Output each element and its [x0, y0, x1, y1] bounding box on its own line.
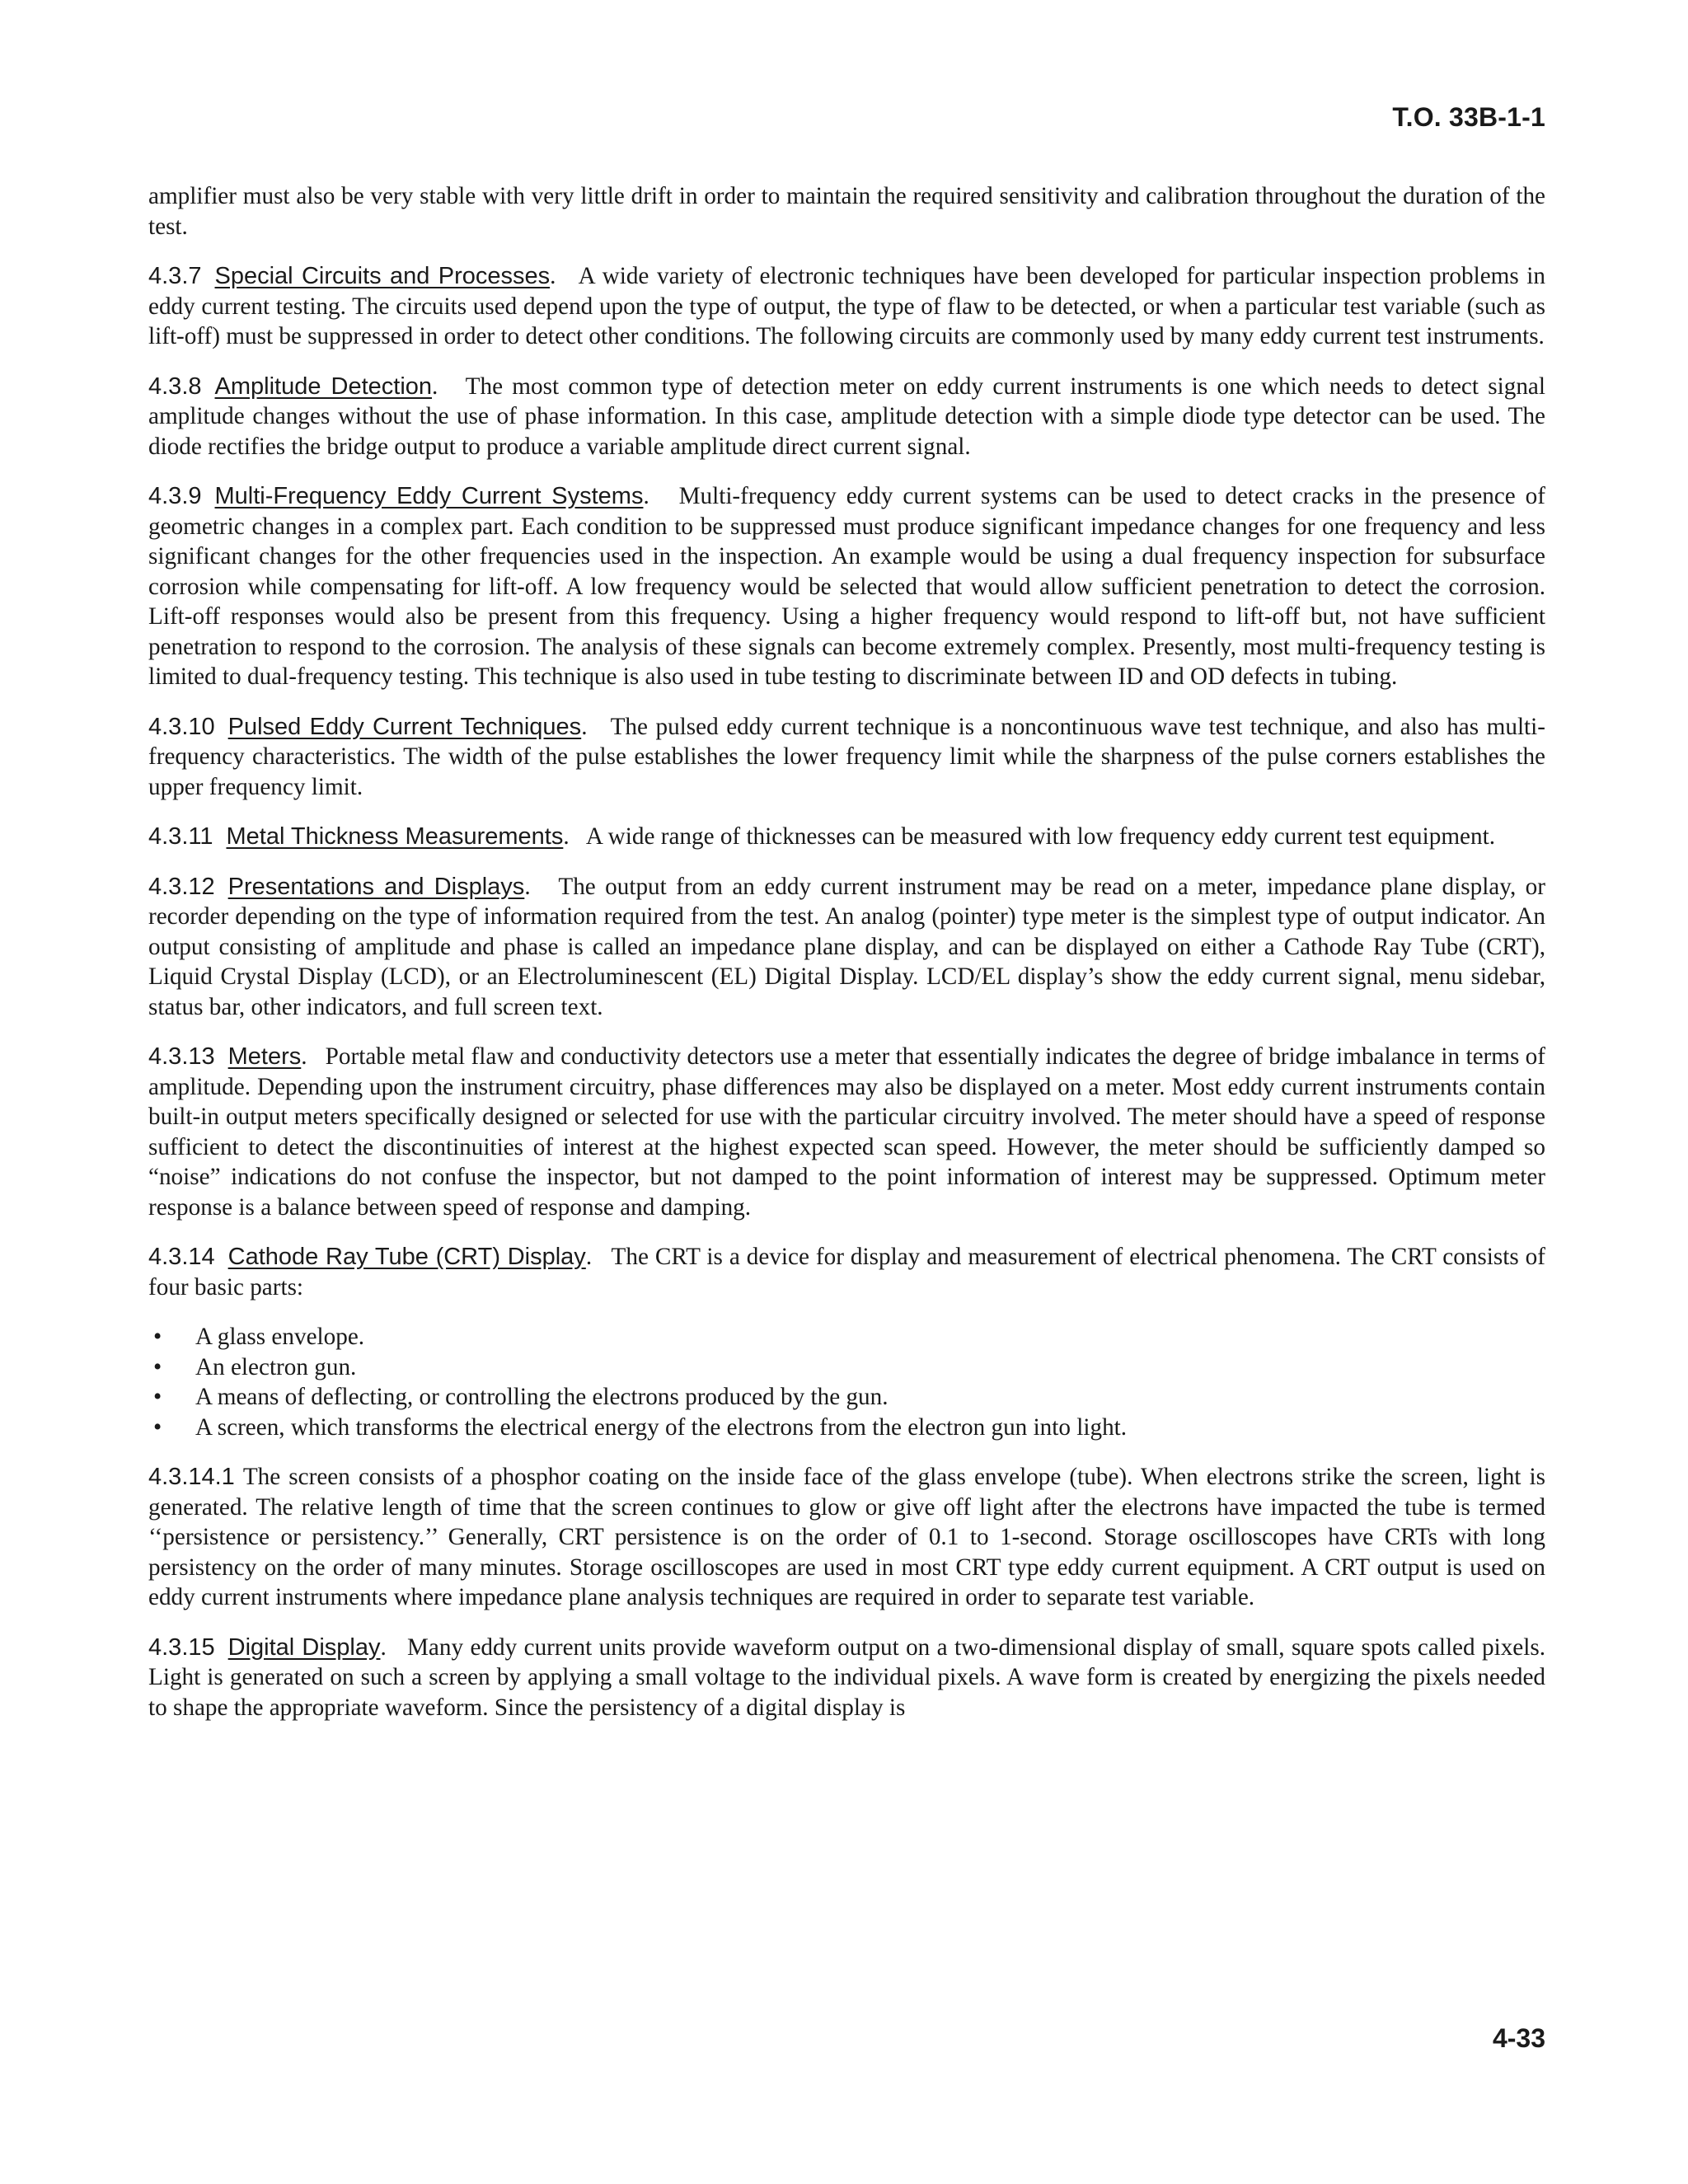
- section-text: Portable metal flaw and conductivity detectors use a meter that essentially indicates the degree of bridge imbalance in terms of amplitude. Depending upon the instrument circuitry, phase differences may also be displayed on a meter. Most eddy current instruments contain built-in output meters specifically designed or selected for use with the particular circuitry involved. The meter should have a speed of response sufficient to detect the discontinuities of interest at the highest expected scan speed. However, the meter should be sufficiently damped so “noise” indications do not confuse the inspector, but not damped to the point information of interest may be suppressed. Optimum meter response is a balance between speed of response and damping.: [148, 1043, 1545, 1221]
- section-4-3-8: [148, 372, 1545, 462]
- list-item: [148, 1382, 1545, 1413]
- section-text: Multi-frequency eddy current systems can be used to detect cracks in the presence of geometric changes in a complex part. Each condition to be suppressed must produce significant impedance changes for one frequency and less significant changes for the other frequencies used in the inspection. An example would be using a dual frequency inspection for subsurface corrosion while compensating for lift-off. A low frequency would be selected that would allow sufficient penetration to detect the corrosion. Lift-off responses would also be present from this frequency. Using a higher frequency would respond to lift-off but, not have sufficient penetration to respond to the corrosion. The analysis of these signals can become extremely complex. Presently, most multi-frequency testing is limited to dual-frequency testing. This technique is also used in tube testing to discriminate between ID and OD defects in tubing.: [148, 483, 1545, 690]
- title-period: .: [581, 713, 588, 740]
- section-4-3-9: [148, 481, 1545, 692]
- section-text: The output from an eddy current instrument may be read on a meter, impedance plane display, or recorder depending on the type of information required from the test. An analog (pointer) type meter is the simplest type of output indicator. An output consisting of amplitude and phase is called an impedance plane display, and can be displayed on either a Cathode Ray Tube (CRT), Liquid Crystal Display (LCD), or an Electroluminescent (EL) Digital Display. LCD/EL display’s show the eddy current signal, menu sidebar, status bar, other indicators, and full screen text.: [148, 873, 1545, 1020]
- section-text: The pulsed eddy current technique is a noncontinuous wave test technique, and also has multi-frequency characteristics. The width of the pulse establishes the lower frequency limit while the sharpness of the pulse corners establishes the upper frequency limit.: [148, 713, 1545, 800]
- section-text: The screen consists of a phosphor coating on the inside face of the glass envelope (tube). When electrons strike the screen, light is generated. The relative length of time that the screen continues to glow or give off light after the electrons have impacted the tube is termed ‘‘persistence or persistency.’’ Generally, CRT persistence is on the order of 0.1 to 1-second. Storage oscilloscopes have CRTs with long persistency on the order of many minutes. Storage oscilloscopes are used in most CRT type eddy current equipment. A CRT output is used on eddy current instruments where impedance plane analysis techniques are required in order to separate test variable.: [148, 1464, 1545, 1610]
- section-number: 4.3.12: [148, 873, 215, 900]
- section-number: 4.3.9: [148, 483, 202, 509]
- section-4-3-11: [148, 822, 1545, 852]
- page-body: [148, 181, 1545, 1742]
- list-item: [148, 1352, 1545, 1383]
- section-number: 4.3.11: [148, 823, 213, 850]
- section-title: Digital Display: [227, 1633, 381, 1661]
- section-text: A wide range of thicknesses can be measured with low frequency eddy current test equipment.: [585, 823, 1496, 850]
- list-item-text: An electron gun.: [195, 1353, 357, 1380]
- section-number: 4.3.14: [148, 1244, 215, 1270]
- section-title: Amplitude Detection: [214, 373, 433, 400]
- section-title: Special Circuits and Processes: [214, 263, 551, 289]
- section-4-3-15: [148, 1633, 1545, 1723]
- list-item-text: A glass envelope.: [195, 1324, 365, 1350]
- list-item: [148, 1322, 1545, 1352]
- title-period: .: [563, 823, 570, 850]
- list-item-text: A screen, which transforms the electrical energy of the electrons from the electron gun into light.: [195, 1413, 1128, 1441]
- section-title: Pulsed Eddy Current Techniques: [227, 713, 582, 740]
- document-id-header: T.O. 33B-1-1: [1392, 102, 1545, 132]
- section-4-3-14: [148, 1242, 1545, 1302]
- title-period: .: [432, 373, 438, 400]
- section-title: Presentations and Displays: [227, 873, 525, 900]
- section-number: 4.3.13: [148, 1043, 215, 1070]
- section-4-3-14-1: [148, 1462, 1545, 1613]
- bullet-icon: •: [153, 1384, 162, 1410]
- title-period: .: [380, 1633, 387, 1661]
- section-title: Multi-Frequency Eddy Current Systems: [214, 483, 644, 509]
- section-title: Meters: [227, 1043, 302, 1070]
- crt-parts-list: [148, 1322, 1545, 1442]
- section-text: Many eddy current units provide waveform output on a two-dimensional display of small, square spots called pixels. Light is generated on such a screen by applying a small voltage to the individual pixels. A wave form is created by energizing the pixels needed to shape the appropriate waveform. Since the persistency of a digital display is: [148, 1633, 1546, 1721]
- title-period: .: [301, 1043, 307, 1070]
- title-period: .: [585, 1244, 593, 1270]
- bullet-icon: •: [153, 1353, 162, 1380]
- section-number: 4.3.14.1: [148, 1464, 235, 1490]
- section-4-3-12: [148, 872, 1545, 1023]
- intro-paragraph: amplifier must also be very stable with very little drift in order to maintain the required sensitivity and calibration throughout the duration of the test.: [148, 183, 1545, 240]
- section-number: 4.3.15: [148, 1633, 215, 1661]
- bullet-icon: •: [153, 1413, 162, 1441]
- section-title: Metal Thickness Measurements: [226, 823, 564, 850]
- title-period: .: [524, 873, 531, 900]
- section-title: Cathode Ray Tube (CRT) Display: [227, 1244, 586, 1270]
- section-number: 4.3.10: [148, 713, 215, 740]
- section-4-3-13: [148, 1042, 1545, 1222]
- title-period: .: [550, 263, 556, 289]
- list-item: [148, 1413, 1545, 1443]
- title-period: .: [643, 483, 649, 509]
- section-4-3-10: [148, 712, 1545, 803]
- section-text: The CRT is a device for display and measurement of electrical phenomena. The CRT consists of four basic parts:: [148, 1244, 1545, 1301]
- page-number: 4-33: [1492, 2023, 1545, 2053]
- section-number: 4.3.7: [148, 263, 202, 289]
- list-item-text: A means of deflecting, or controlling the electrons produced by the gun.: [195, 1384, 889, 1410]
- bullet-icon: •: [153, 1324, 162, 1350]
- section-text: A wide variety of electronic techniques have been developed for particular inspection problems in eddy current testing. The circuits used depend upon the type of output, the type of flaw to be detected, or when a particular test variable (such as lift-off) must be suppressed in order to detect other conditions. The following circuits are commonly used by many eddy current test instruments.: [148, 263, 1546, 349]
- section-number: 4.3.8: [148, 373, 202, 400]
- section-4-3-7: [148, 261, 1545, 352]
- section-text: The most common type of detection meter on eddy current instruments is one which needs to detect signal amplitude changes without the use of phase information. In this case, amplitude detection with a simple diode type detector can be used. The diode rectifies the bridge output to produce a variable amplitude direct current signal.: [148, 373, 1545, 460]
